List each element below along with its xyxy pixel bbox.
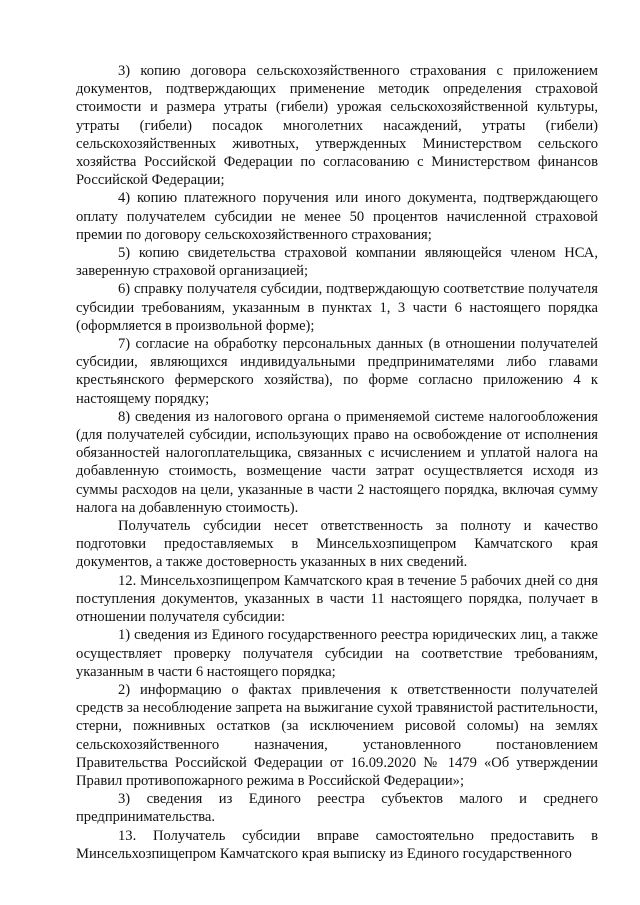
paragraph-item-3: 3) копию договора сельскохозяйственного страхования с приложением документов, подтверждающих применение методик определения страховой стоимости и размера утраты (гибели) урожая сельскохозяйственной культуры, утраты (гибели) посадок многолетних насаждений, утраты (гибели) сельскохозяйственных животных, утвержденных Министерством сельского хозяйства Российской Федерации по согласованию с Министерством финансов Российской Федерации;: [76, 63, 598, 189]
paragraph-item-4: 4) копию платежного поручения или иного документа, подтверждающего оплату получателем субсидии не менее 50 процентов начисленной страховой премии по договору сельскохозяйственного страхования;: [76, 190, 598, 243]
document-page: [76, 62, 598, 863]
paragraph-item-5: 5) копию свидетельства страховой компании являющейся членом НСА, заверенную страховой организацией;: [76, 245, 598, 280]
paragraph-responsibility: Получатель субсидии несет ответственность за полноту и качество подготовки предоставляемых в Минсельхозпищепром Камчатского края документов, а также достоверность указанных в них сведений.: [76, 518, 598, 571]
paragraph-12-item-1: 1) сведения из Единого государственного реестра юридических лиц, а также осуществляет проверку получателя субсидии на соответствие требованиям, указанным в части 6 настоящего порядка;: [76, 627, 598, 680]
paragraph-12-item-3: 3) сведения из Единого реестра субъектов малого и среднего предпринимательства.: [76, 791, 598, 826]
paragraph-section-12: 12. Минсельхозпищепром Камчатского края в течение 5 рабочих дней со дня поступления документов, указанных в части 11 настоящего порядка, получает в отношении получателя субсидии:: [76, 572, 598, 626]
paragraph-12-item-2: 2) информацию о фактах привлечения к ответственности получателей средств за несоблюдение запрета на выжигание сухой травянистой растительности, стерни, пожнивных остатков (за исключением рисовой соломы) на землях сельскохозяйственного назначения, установленного постановлением Правительства Российской Федерации от 16.09.2020 № 1479 «Об утверждении Правил противопожарного режима в Российской Федерации»;: [76, 681, 598, 789]
paragraph-item-8: 8) сведения из налогового органа о применяемой системе налогообложения (для получателей субсидии, использующих право на освобождение от исполнения обязанностей налогоплательщика, связанных с исчислением и уплатой налога на добавленную стоимость, возмещение части затрат осуществляется исходя из суммы расходов на цели, указанные в части 2 настоящего порядка, включая сумму налога на добавленную стоимость).: [76, 408, 598, 516]
paragraph-item-7: 7) согласие на обработку персональных данных (в отношении получателей субсидии, являющихся индивидуальными предпринимателями либо главами крестьянского фермерского хозяйства), по форме согласно приложению 4 к настоящему порядку;: [76, 336, 598, 407]
paragraph-item-6: 6) справку получателя субсидии, подтверждающую соответствие получателя субсидии требованиям, указанным в пунктах 1, 3 части 6 настоящего порядка (оформляется в произвольной форме);: [76, 281, 598, 334]
paragraph-section-13: 13. Получатель субсидии вправе самостоятельно предоставить в Минсельхозпищепром Камчатского края выписку из Единого государственного: [76, 827, 598, 862]
